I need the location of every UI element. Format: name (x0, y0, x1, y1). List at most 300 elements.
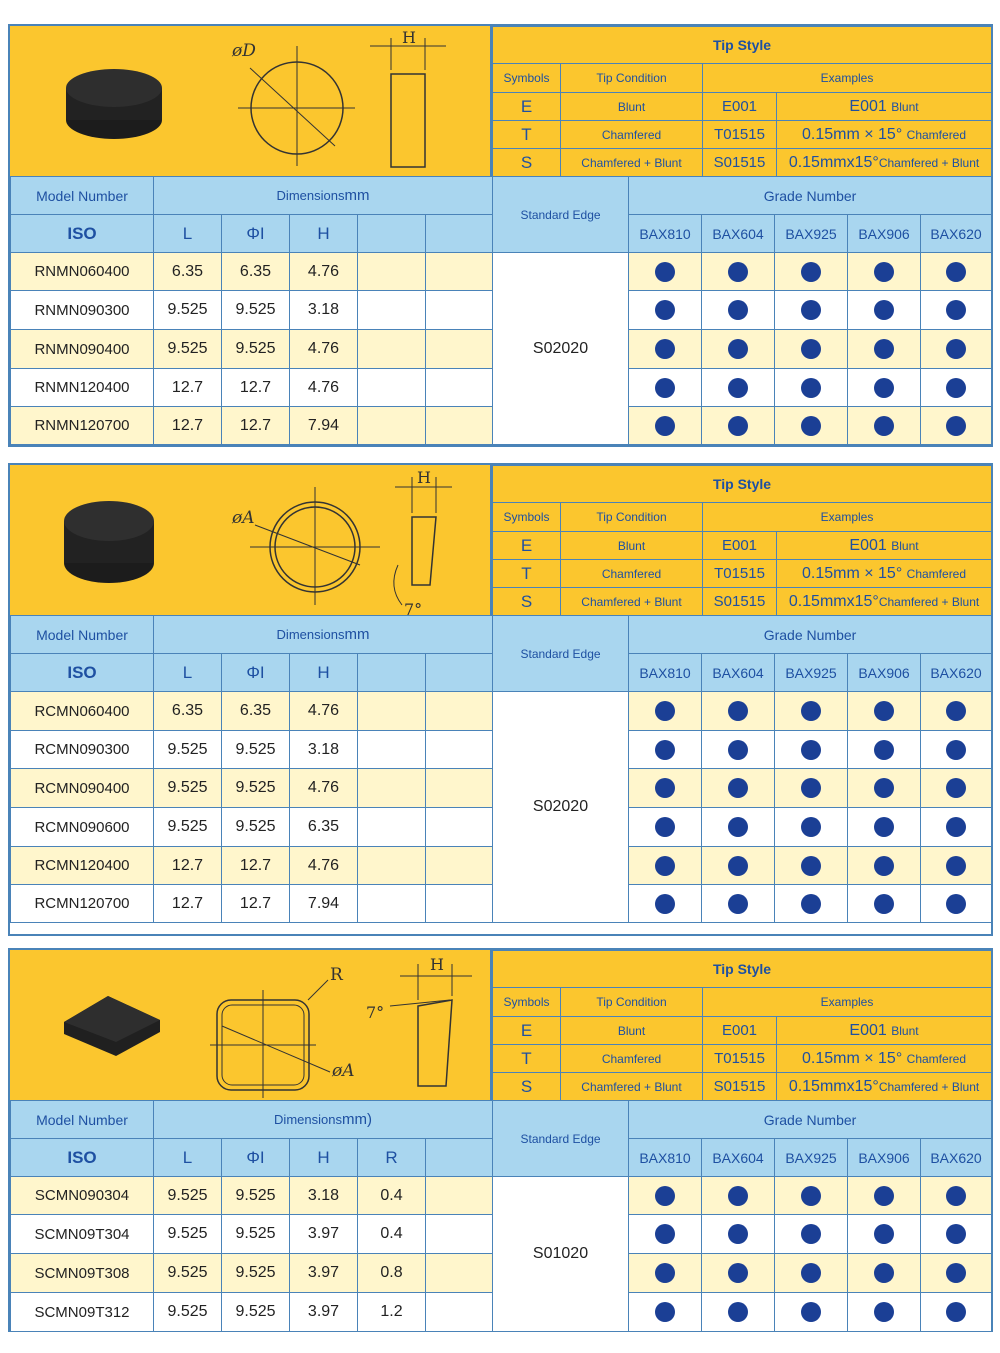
illustration-panel (10, 465, 492, 615)
availability-dot-icon (946, 262, 966, 282)
availability-dot-icon (655, 262, 675, 282)
availability-dot-icon (874, 262, 894, 282)
round-side-view (394, 477, 452, 605)
dim-value: 12.7 (154, 847, 222, 885)
dim-value: 9.525 (222, 291, 290, 330)
grade-cell (775, 808, 848, 847)
dim-value (358, 330, 426, 369)
grade-cell (702, 1254, 775, 1293)
availability-dot-icon (874, 817, 894, 837)
availability-dot-icon (946, 416, 966, 436)
availability-dot-icon (946, 378, 966, 398)
grade-cell (702, 330, 775, 369)
availability-dot-icon (801, 778, 821, 798)
square-top-view (210, 980, 330, 1098)
grade-cell (775, 885, 848, 923)
standard-edge-header: Standard Edge (493, 177, 629, 253)
symbols-header: Symbols (493, 988, 561, 1017)
empty-cell (426, 407, 493, 445)
grade-cell (702, 253, 775, 291)
empty-cell (426, 330, 493, 369)
grade-cell (629, 808, 702, 847)
availability-dot-icon (946, 817, 966, 837)
tip-example: 0.15mmx15°Chamfered + Blunt (777, 149, 992, 177)
availability-dot-icon (728, 339, 748, 359)
dim-value: 7.94 (290, 885, 358, 923)
tip-style-title: Tip Style (493, 27, 992, 64)
dim-header (358, 215, 426, 253)
availability-dot-icon (801, 339, 821, 359)
dim-value: 9.525 (222, 1293, 290, 1332)
grade-cell (629, 253, 702, 291)
insert-block-scmn (8, 948, 993, 1332)
availability-dot-icon (946, 778, 966, 798)
model-number: RCMN120400 (11, 847, 154, 885)
dim-header: H (290, 215, 358, 253)
model-number: SCMN090304 (11, 1177, 154, 1215)
angle-label: 7° (404, 600, 423, 615)
dim-value: 9.525 (222, 330, 290, 369)
dim-value: 12.7 (222, 407, 290, 445)
dim-header: R (358, 1139, 426, 1177)
grade-header: BAX925 (775, 215, 848, 253)
dim-value: 0.4 (358, 1177, 426, 1215)
rcmn-diagram (10, 465, 490, 615)
tip-symbol: S (493, 588, 561, 616)
dim-header: H (290, 654, 358, 692)
tip-example: E001 Blunt (777, 532, 992, 560)
grade-cell (921, 407, 992, 445)
tip-style-table (492, 950, 992, 1101)
dim-value: 4.76 (290, 369, 358, 407)
grade-cell (848, 808, 921, 847)
grade-number-header: Grade Number (629, 1101, 992, 1139)
tip-example: 0.15mmx15°Chamfered + Blunt (777, 588, 992, 616)
grade-cell (629, 885, 702, 923)
dim-value: 6.35 (154, 692, 222, 731)
availability-dot-icon (946, 856, 966, 876)
grade-cell (702, 1293, 775, 1332)
availability-dot-icon (728, 817, 748, 837)
tip-code: S01515 (703, 588, 777, 616)
rnmn-diagram (10, 26, 490, 176)
empty-cell (426, 808, 493, 847)
tip-symbol: T (493, 1045, 561, 1073)
grade-cell (848, 369, 921, 407)
round-top-view (238, 46, 355, 166)
availability-dot-icon (728, 778, 748, 798)
grade-cell (848, 769, 921, 808)
availability-dot-icon (946, 701, 966, 721)
dim-header: L (154, 654, 222, 692)
dim-value: 4.76 (290, 253, 358, 291)
dim-header (358, 654, 426, 692)
tip-style-title: Tip Style (493, 951, 992, 988)
grade-cell (848, 407, 921, 445)
model-number: RCMN090300 (11, 731, 154, 769)
tip-symbol: T (493, 121, 561, 149)
tip-code: T01515 (703, 1045, 777, 1073)
availability-dot-icon (801, 1302, 821, 1322)
grade-cell (629, 291, 702, 330)
model-number-header: Model Number (11, 616, 154, 654)
model-number-header: Model Number (11, 1101, 154, 1139)
dim-value (358, 692, 426, 731)
tip-condition: Chamfered + Blunt (561, 588, 703, 616)
dim-value (358, 291, 426, 330)
dim-value: 12.7 (154, 369, 222, 407)
round-side-view (370, 38, 446, 167)
dim-value: 9.525 (154, 731, 222, 769)
availability-dot-icon (728, 894, 748, 914)
grade-cell (702, 1215, 775, 1254)
dim-value (358, 407, 426, 445)
availability-dot-icon (655, 856, 675, 876)
availability-dot-icon (874, 701, 894, 721)
standard-edge-value: S02020 (493, 692, 629, 923)
grade-cell (702, 885, 775, 923)
availability-dot-icon (946, 1186, 966, 1206)
availability-dot-icon (874, 1186, 894, 1206)
dim-value: 9.525 (222, 1177, 290, 1215)
dim-header-empty (426, 215, 493, 253)
availability-dot-icon (655, 416, 675, 436)
model-number: SCMN09T308 (11, 1254, 154, 1293)
tip-condition: Chamfered (561, 560, 703, 588)
dim-value: 6.35 (154, 253, 222, 291)
tip-condition: Chamfered + Blunt (561, 1073, 703, 1101)
availability-dot-icon (728, 1263, 748, 1283)
model-number: RNMN120400 (11, 369, 154, 407)
angle-label: 7° (366, 1003, 385, 1022)
table-row (11, 1177, 992, 1215)
grade-cell (775, 330, 848, 369)
dim-value: 12.7 (222, 369, 290, 407)
model-number-header: Model Number (11, 177, 154, 215)
tip-symbol: E (493, 532, 561, 560)
dim-value: 4.76 (290, 847, 358, 885)
grade-cell (921, 330, 992, 369)
availability-dot-icon (801, 740, 821, 760)
tip-condition: Blunt (561, 532, 703, 560)
availability-dot-icon (946, 339, 966, 359)
dim-value: 9.525 (154, 769, 222, 808)
grade-header: BAX810 (629, 654, 702, 692)
availability-dot-icon (874, 894, 894, 914)
availability-dot-icon (874, 416, 894, 436)
grade-cell (921, 1177, 992, 1215)
availability-dot-icon (801, 378, 821, 398)
dim-value: 12.7 (154, 885, 222, 923)
grade-cell (775, 731, 848, 769)
insert-block-rnmn (8, 24, 993, 447)
dim-value (358, 885, 426, 923)
examples-header: Examples (703, 64, 992, 93)
grade-cell (629, 1215, 702, 1254)
tip-condition-header: Tip Condition (561, 988, 703, 1017)
standard-edge-value: S02020 (493, 253, 629, 445)
availability-dot-icon (655, 378, 675, 398)
dim-header: L (154, 1139, 222, 1177)
empty-cell (426, 1293, 493, 1332)
tip-example: E001 Blunt (777, 93, 992, 121)
radius-label: R (330, 965, 343, 985)
tip-symbol: S (493, 1073, 561, 1101)
grade-cell (848, 1293, 921, 1332)
standard-edge-header: Standard Edge (493, 616, 629, 692)
grade-cell (848, 1177, 921, 1215)
tip-style-table (492, 465, 992, 616)
grade-cell (702, 808, 775, 847)
availability-dot-icon (655, 740, 675, 760)
availability-dot-icon (874, 778, 894, 798)
tip-condition: Chamfered (561, 121, 703, 149)
availability-dot-icon (874, 856, 894, 876)
tip-code: E001 (703, 93, 777, 121)
availability-dot-icon (655, 894, 675, 914)
dim-value: 3.18 (290, 1177, 358, 1215)
grade-cell (848, 885, 921, 923)
grade-cell (921, 769, 992, 808)
grade-cell (775, 407, 848, 445)
round-top-view (250, 487, 380, 605)
dim-value (358, 253, 426, 291)
grade-cell (775, 769, 848, 808)
grade-cell (629, 1177, 702, 1215)
symbols-header: Symbols (493, 64, 561, 93)
availability-dot-icon (946, 1224, 966, 1244)
tip-symbol: E (493, 93, 561, 121)
dim-value: 9.525 (154, 1293, 222, 1332)
grade-cell (921, 253, 992, 291)
grade-cell (775, 1177, 848, 1215)
availability-dot-icon (655, 817, 675, 837)
empty-cell (426, 885, 493, 923)
grade-header: BAX620 (921, 1139, 992, 1177)
dim-value: 9.525 (154, 291, 222, 330)
grade-cell (702, 1177, 775, 1215)
dimensions-header: Dimensionsmm (154, 616, 493, 654)
grade-cell (702, 731, 775, 769)
iso-header: ISO (11, 1139, 154, 1177)
grade-cell (629, 769, 702, 808)
availability-dot-icon (801, 1224, 821, 1244)
dim-value: 4.76 (290, 692, 358, 731)
availability-dot-icon (801, 894, 821, 914)
availability-dot-icon (801, 300, 821, 320)
grade-cell (921, 808, 992, 847)
model-number: RCMN090400 (11, 769, 154, 808)
grade-cell (629, 847, 702, 885)
grade-cell (629, 407, 702, 445)
grade-header: BAX925 (775, 1139, 848, 1177)
model-number: RCMN120700 (11, 885, 154, 923)
insert-photo (66, 69, 162, 139)
grade-header: BAX604 (702, 1139, 775, 1177)
dim-header: L (154, 215, 222, 253)
availability-dot-icon (655, 1224, 675, 1244)
diameter-label: øA (232, 508, 255, 528)
dim-value: 6.35 (290, 808, 358, 847)
availability-dot-icon (728, 1302, 748, 1322)
empty-cell (426, 291, 493, 330)
model-number: RNMN060400 (11, 253, 154, 291)
availability-dot-icon (874, 300, 894, 320)
model-number: RCMN090600 (11, 808, 154, 847)
scmn-spec-table (10, 1100, 992, 1332)
model-number: RNMN090400 (11, 330, 154, 369)
grade-cell (702, 692, 775, 731)
dim-value: 3.18 (290, 291, 358, 330)
availability-dot-icon (728, 1224, 748, 1244)
availability-dot-icon (946, 1263, 966, 1283)
diameter-label: øD (232, 41, 256, 61)
availability-dot-icon (655, 339, 675, 359)
tip-code: S01515 (703, 149, 777, 177)
grade-cell (848, 1215, 921, 1254)
dim-value: 12.7 (222, 847, 290, 885)
grade-header: BAX620 (921, 215, 992, 253)
examples-header: Examples (703, 988, 992, 1017)
model-number: RNMN120700 (11, 407, 154, 445)
dim-value: 12.7 (154, 407, 222, 445)
grade-cell (702, 407, 775, 445)
tip-code: S01515 (703, 1073, 777, 1101)
dim-header-empty (426, 1139, 493, 1177)
grade-cell (702, 769, 775, 808)
tip-code: T01515 (703, 121, 777, 149)
grade-cell (629, 731, 702, 769)
grade-cell (848, 253, 921, 291)
availability-dot-icon (801, 1186, 821, 1206)
availability-dot-icon (728, 701, 748, 721)
grade-cell (775, 369, 848, 407)
tip-example: 0.15mm × 15° Chamfered (777, 121, 992, 149)
empty-cell (426, 1254, 493, 1293)
tip-condition: Blunt (561, 93, 703, 121)
dim-value: 4.76 (290, 330, 358, 369)
availability-dot-icon (655, 300, 675, 320)
dim-value: 9.525 (154, 1254, 222, 1293)
grade-header: BAX906 (848, 1139, 921, 1177)
availability-dot-icon (801, 1263, 821, 1283)
examples-header: Examples (703, 503, 992, 532)
height-label: H (402, 28, 416, 47)
empty-cell (426, 253, 493, 291)
grade-cell (775, 847, 848, 885)
grade-header: BAX604 (702, 654, 775, 692)
grade-cell (775, 253, 848, 291)
dim-value (358, 847, 426, 885)
empty-cell (426, 692, 493, 731)
insert-photo (64, 996, 160, 1056)
availability-dot-icon (655, 701, 675, 721)
tip-symbol: S (493, 149, 561, 177)
dim-value: 9.525 (222, 769, 290, 808)
availability-dot-icon (946, 1302, 966, 1322)
empty-cell (426, 369, 493, 407)
tip-example: E001 Blunt (777, 1017, 992, 1045)
dim-value: 9.525 (222, 1254, 290, 1293)
tip-example: 0.15mmx15°Chamfered + Blunt (777, 1073, 992, 1101)
availability-dot-icon (728, 856, 748, 876)
dim-value (358, 731, 426, 769)
availability-dot-icon (874, 740, 894, 760)
tip-style-title: Tip Style (493, 466, 992, 503)
dim-value: 12.7 (222, 885, 290, 923)
dim-header: ΦI (222, 654, 290, 692)
availability-dot-icon (728, 1186, 748, 1206)
availability-dot-icon (728, 416, 748, 436)
standard-edge-value: S01020 (493, 1177, 629, 1332)
availability-dot-icon (728, 378, 748, 398)
availability-dot-icon (801, 262, 821, 282)
table-row (11, 253, 992, 291)
illustration-panel (10, 950, 492, 1100)
grade-cell (848, 847, 921, 885)
scmn-diagram (10, 950, 490, 1100)
rnmn-spec-table (10, 176, 992, 445)
grade-number-header: Grade Number (629, 177, 992, 215)
dim-value: 6.35 (222, 692, 290, 731)
diameter-label: øA (332, 1061, 355, 1081)
availability-dot-icon (655, 778, 675, 798)
empty-cell (426, 1177, 493, 1215)
grade-header: BAX810 (629, 1139, 702, 1177)
grade-cell (921, 847, 992, 885)
dim-value: 0.4 (358, 1215, 426, 1254)
availability-dot-icon (801, 416, 821, 436)
grade-cell (629, 1254, 702, 1293)
availability-dot-icon (728, 740, 748, 760)
dim-value: 9.525 (154, 330, 222, 369)
availability-dot-icon (874, 378, 894, 398)
illustration-panel (10, 26, 492, 176)
grade-header: BAX925 (775, 654, 848, 692)
empty-cell (426, 1215, 493, 1254)
availability-dot-icon (728, 262, 748, 282)
grade-cell (848, 692, 921, 731)
tip-code: T01515 (703, 560, 777, 588)
grade-cell (629, 1293, 702, 1332)
grade-cell (629, 692, 702, 731)
tip-style-table (492, 26, 992, 177)
dim-value: 3.97 (290, 1215, 358, 1254)
grade-cell (775, 1254, 848, 1293)
model-number: RNMN090300 (11, 291, 154, 330)
availability-dot-icon (655, 1186, 675, 1206)
availability-dot-icon (874, 1224, 894, 1244)
tip-condition: Blunt (561, 1017, 703, 1045)
dimensions-header: Dimensionsmm) (154, 1101, 493, 1139)
tip-example: 0.15mm × 15° Chamfered (777, 560, 992, 588)
dim-value: 9.525 (154, 1177, 222, 1215)
iso-header: ISO (11, 215, 154, 253)
standard-edge-header: Standard Edge (493, 1101, 629, 1177)
availability-dot-icon (874, 339, 894, 359)
grade-number-header: Grade Number (629, 616, 992, 654)
dim-value: 7.94 (290, 407, 358, 445)
grade-cell (921, 885, 992, 923)
grade-cell (921, 731, 992, 769)
tip-code: E001 (703, 532, 777, 560)
grade-cell (921, 369, 992, 407)
model-number: SCMN09T304 (11, 1215, 154, 1254)
grade-cell (921, 1254, 992, 1293)
availability-dot-icon (801, 701, 821, 721)
symbols-header: Symbols (493, 503, 561, 532)
availability-dot-icon (801, 817, 821, 837)
